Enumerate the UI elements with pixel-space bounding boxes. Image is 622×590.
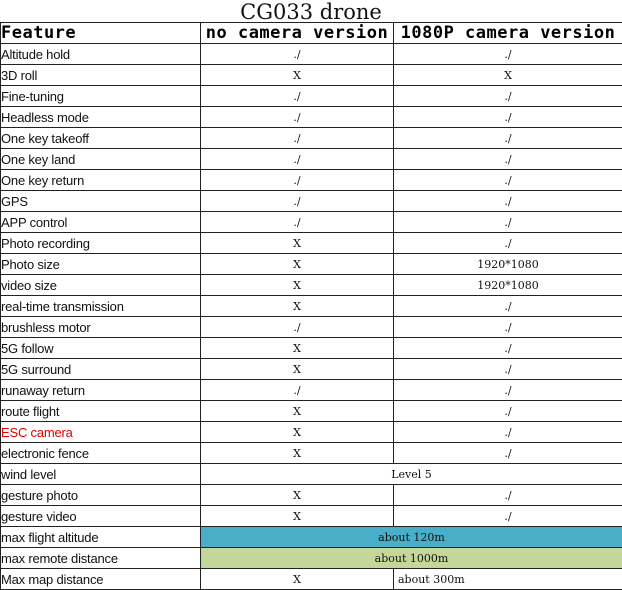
camera-value: ./	[394, 338, 622, 359]
camera-value: ./	[394, 401, 622, 422]
table-row	[1, 275, 622, 296]
feature-label: 5G surround	[1, 359, 201, 380]
wind-level-value: Level 5	[201, 464, 622, 485]
camera-value: 1920*1080	[394, 254, 622, 275]
table-row	[1, 128, 622, 149]
feature-label: max flight altitude	[1, 527, 201, 548]
feature-label: Max map distance	[1, 569, 201, 590]
table-row	[1, 485, 622, 506]
feature-label: 5G follow	[1, 338, 201, 359]
no-camera-value: ./	[201, 212, 394, 233]
header-no-camera: no camera version	[201, 23, 394, 44]
table-row	[1, 338, 622, 359]
no-camera-value: X	[201, 233, 394, 254]
no-camera-value: ./	[201, 107, 394, 128]
wind-level-row	[1, 464, 622, 485]
feature-label: electronic fence	[1, 443, 201, 464]
table-row	[1, 212, 622, 233]
table-row	[1, 317, 622, 338]
table-row	[1, 149, 622, 170]
table-row	[1, 380, 622, 401]
max-altitude-value: about 120m	[201, 527, 622, 548]
feature-label: Photo size	[1, 254, 201, 275]
feature-label: ESC camera	[1, 422, 201, 443]
table-row	[1, 296, 622, 317]
feature-label: brushless motor	[1, 317, 201, 338]
camera-value: 1920*1080	[394, 275, 622, 296]
table-row	[1, 359, 622, 380]
camera-value: ./	[394, 128, 622, 149]
feature-label: Headless mode	[1, 107, 201, 128]
camera-value: ./	[394, 44, 622, 65]
feature-label: Altitude hold	[1, 44, 201, 65]
camera-value: ./	[394, 191, 622, 212]
no-camera-value: X	[201, 275, 394, 296]
no-camera-value: ./	[201, 317, 394, 338]
table-row	[1, 506, 622, 527]
max-altitude-row	[1, 527, 622, 548]
table-row	[1, 86, 622, 107]
no-camera-value: ./	[201, 380, 394, 401]
no-camera-value: X	[201, 401, 394, 422]
feature-label: 3D roll	[1, 65, 201, 86]
table-row	[1, 170, 622, 191]
no-camera-value: X	[201, 254, 394, 275]
camera-value: ./	[394, 485, 622, 506]
max-remote-row	[1, 548, 622, 569]
camera-value: ./	[394, 380, 622, 401]
table-row	[1, 422, 622, 443]
document-title: CG033 drone	[0, 0, 622, 22]
no-camera-value: X	[201, 296, 394, 317]
feature-label: wind level	[1, 464, 201, 485]
feature-label: real-time transmission	[1, 296, 201, 317]
no-camera-value: ./	[201, 86, 394, 107]
max-map-row	[1, 569, 622, 590]
camera-value: ./	[394, 149, 622, 170]
camera-value: ./	[394, 317, 622, 338]
no-camera-value: ./	[201, 170, 394, 191]
no-camera-value: X	[201, 506, 394, 527]
no-camera-value: X	[201, 443, 394, 464]
table-row	[1, 233, 622, 254]
feature-label: route flight	[1, 401, 201, 422]
feature-label: Fine-tuning	[1, 86, 201, 107]
header-feature: Feature	[1, 23, 201, 44]
no-camera-value: X	[201, 485, 394, 506]
no-camera-value: ./	[201, 128, 394, 149]
camera-value: ./	[394, 506, 622, 527]
table-row	[1, 254, 622, 275]
camera-value: X	[394, 65, 622, 86]
feature-label: gesture video	[1, 506, 201, 527]
feature-label: Photo recording	[1, 233, 201, 254]
camera-value: about 300m	[394, 569, 622, 590]
no-camera-value: ./	[201, 149, 394, 170]
feature-label: video size	[1, 275, 201, 296]
feature-label: GPS	[1, 191, 201, 212]
no-camera-value: ./	[201, 191, 394, 212]
feature-label: max remote distance	[1, 548, 201, 569]
feature-label: One key land	[1, 149, 201, 170]
no-camera-value: X	[201, 569, 394, 590]
max-remote-value: about 1000m	[201, 548, 622, 569]
camera-value: ./	[394, 170, 622, 191]
camera-value: ./	[394, 86, 622, 107]
no-camera-value: X	[201, 359, 394, 380]
table-row	[1, 443, 622, 464]
table-row	[1, 107, 622, 128]
feature-label: One key return	[1, 170, 201, 191]
feature-label: gesture photo	[1, 485, 201, 506]
camera-value: ./	[394, 233, 622, 254]
feature-label: One key takeoff	[1, 128, 201, 149]
header-camera: 1080P camera version	[394, 23, 622, 44]
table-row	[1, 401, 622, 422]
table-row	[1, 65, 622, 86]
feature-label: APP control	[1, 212, 201, 233]
no-camera-value: X	[201, 338, 394, 359]
no-camera-value: ./	[201, 44, 394, 65]
camera-value: ./	[394, 107, 622, 128]
table-row	[1, 44, 622, 65]
camera-value: ./	[394, 359, 622, 380]
camera-value: ./	[394, 212, 622, 233]
no-camera-value: X	[201, 422, 394, 443]
table-row	[1, 191, 622, 212]
spec-table	[0, 22, 622, 590]
camera-value: ./	[394, 422, 622, 443]
camera-value: ./	[394, 443, 622, 464]
no-camera-value: X	[201, 65, 394, 86]
feature-label: runaway return	[1, 380, 201, 401]
header-row	[1, 23, 622, 44]
camera-value: ./	[394, 296, 622, 317]
